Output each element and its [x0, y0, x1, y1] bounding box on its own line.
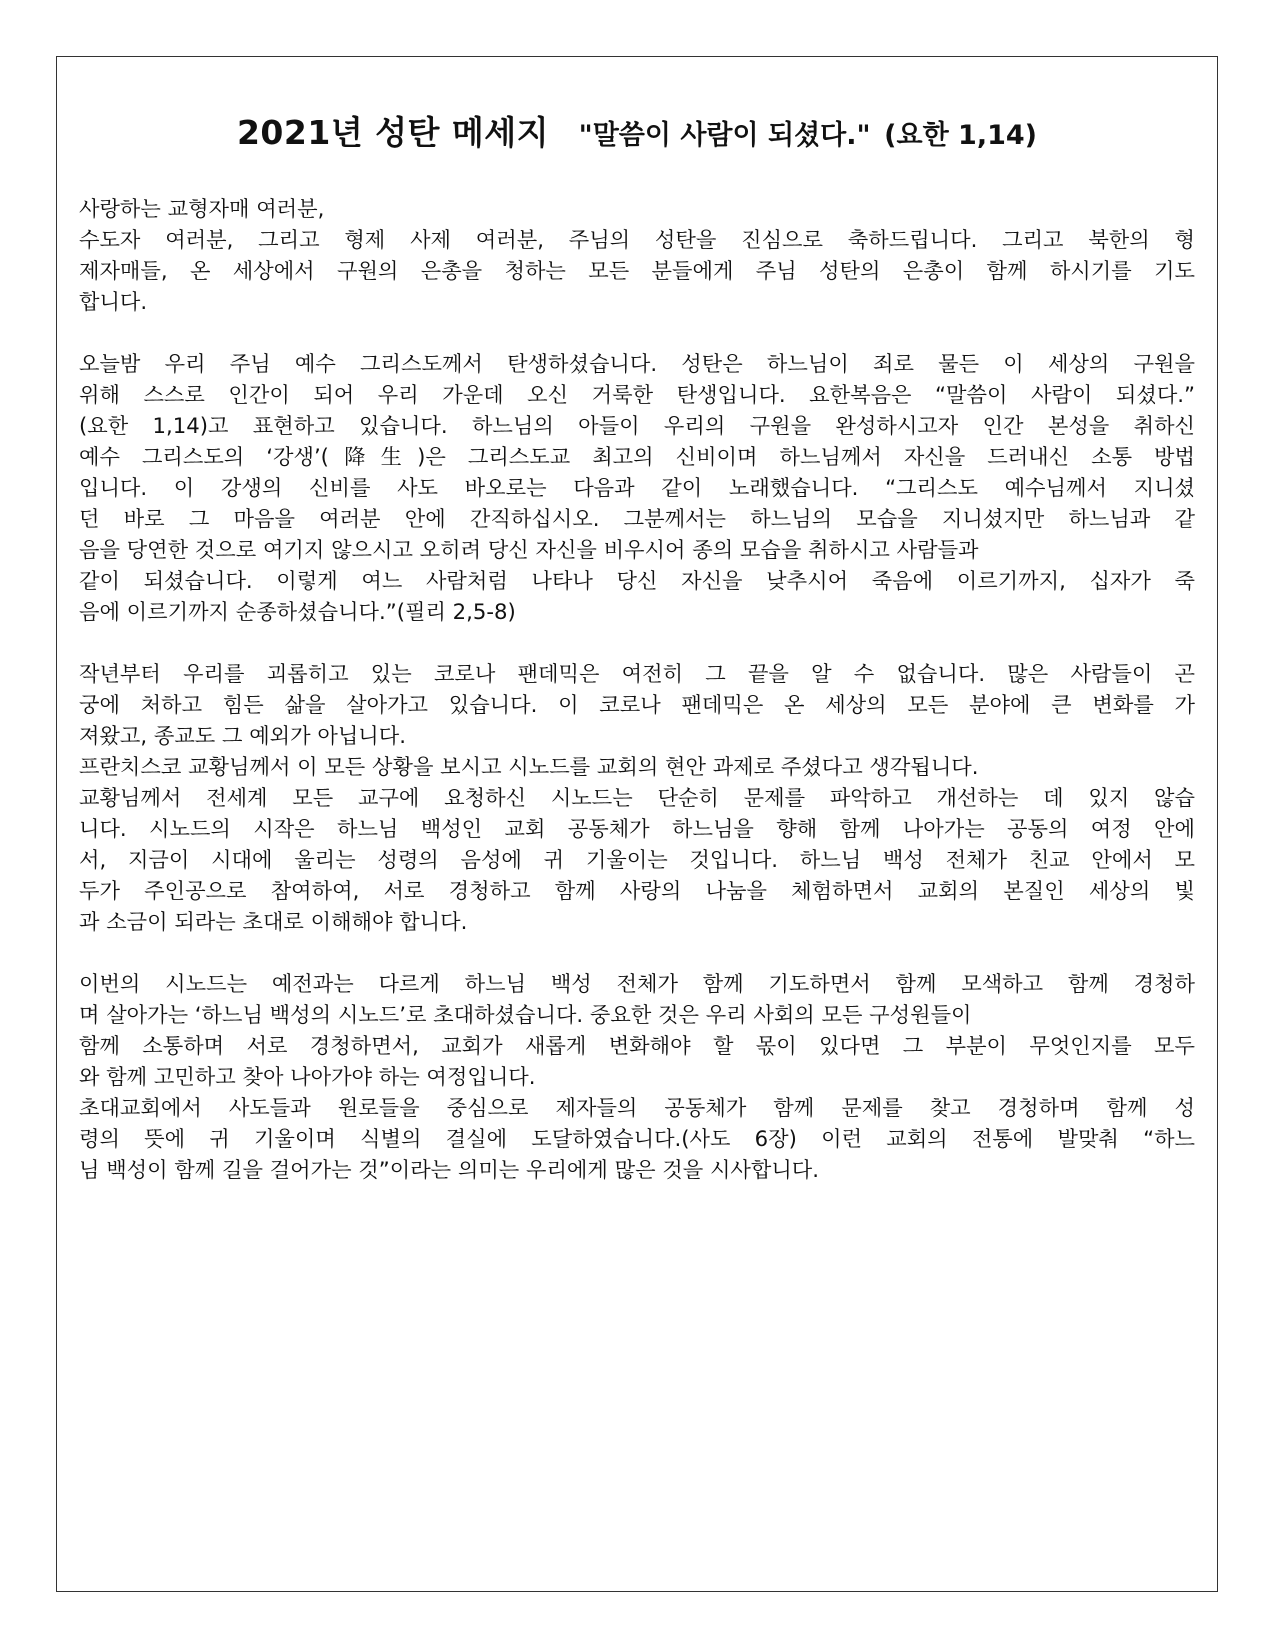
- text-line: 와 함께 고민하고 찾아 나아가야 하는 여정입니다.: [79, 1064, 536, 1089]
- text-line: 서, 지금이 시대에 울리는 성령의 음성에 귀 기울이는 것입니다. 하느님 백성 전체가 친교 안에서 모: [79, 847, 1195, 872]
- text-line: 오늘밤 우리 주님 예수 그리스도께서 탄생하셨습니다. 성탄은 하느님이 죄로 물든 이 세상의 구원을: [79, 351, 1195, 376]
- text-line: 져왔고, 종교도 그 예외가 아닙니다.: [79, 723, 406, 748]
- text-line: 작년부터 우리를 괴롭히고 있는 코로나 팬데믹은 여전히 그 끝을 알 수 없습니다. 많은 사람들이 곤: [79, 661, 1195, 686]
- title-quote: "말씀이 사람이 되셨다.": [578, 120, 871, 151]
- title-reference: (요한 1,14): [884, 120, 1038, 151]
- text-line: 수도자 여러분, 그리고 형제 사제 여러분, 주님의 성탄을 진심으로 축하드립니다. 그리고 북한의 형: [79, 227, 1195, 252]
- paragraph: [79, 193, 1195, 317]
- text-line: 프란치스코 교황님께서 이 모든 상황을 보시고 시노드를 교회의 현안 과제로 주셨다고 생각됩니다.: [79, 754, 979, 779]
- paragraph: [79, 658, 1195, 937]
- text-line: 님 백성이 함께 길을 걸어가는 것”이라는 의미는 우리에게 많은 것을 시사합니다.: [79, 1157, 820, 1182]
- text-line: 과 소금이 되라는 초대로 이해해야 합니다.: [79, 909, 468, 934]
- text-line: 던 바로 그 마음을 여러분 안에 간직하십시오. 그분께서는 하느님의 모습을 지니셨지만 하느님과 같: [79, 506, 1195, 531]
- paragraph: [79, 968, 1195, 1185]
- text-line: 초대교회에서 사도들과 원로들을 중심으로 제자들의 공동체가 함께 문제를 찾고 경청하며 함께 성: [79, 1095, 1195, 1120]
- paragraph: [79, 348, 1195, 627]
- text-line: 두가 주인공으로 참여하여, 서로 경청하고 함께 사랑의 나눔을 체험하면서 교회의 본질인 세상의 빛: [79, 878, 1195, 903]
- title-main: 2021년 성탄 메세지: [236, 113, 550, 152]
- text-line: 합니다.: [79, 289, 148, 314]
- text-line: (요한 1,14)고 표현하고 있습니다. 하느님의 아들이 우리의 구원을 완성하시고자 인간 본성을 취하신: [79, 413, 1195, 438]
- text-line: 제자매들, 온 세상에서 구원의 은총을 청하는 모든 분들에게 주님 성탄의 은총이 함께 하시기를 기도: [79, 258, 1195, 283]
- text-line: 사랑하는 교형자매 여러분,: [79, 196, 325, 221]
- text-line: 입니다. 이 강생의 신비를 사도 바오로는 다음과 같이 노래했습니다. “그리스도 예수님께서 지니셨: [79, 475, 1195, 500]
- document-body: [79, 193, 1195, 1185]
- text-line: 궁에 처하고 힘든 삶을 살아가고 있습니다. 이 코로나 팬데믹은 온 세상의 모든 분야에 큰 변화를 가: [79, 692, 1195, 717]
- text-line: 음을 당연한 것으로 여기지 않으시고 오히려 당신 자신을 비우시어 종의 모습을 취하시고 사람들과: [79, 537, 979, 562]
- text-line: 예수 그리스도의 ‘강생’(降生)은 그리스도교 최고의 신비이며 하느님께서 자신을 드러내신 소통 방법: [79, 444, 1195, 469]
- text-line: 함께 소통하며 서로 경청하면서, 교회가 새롭게 변화해야 할 몫이 있다면 그 부분이 무엇인지를 모두: [79, 1033, 1195, 1058]
- document-title: [57, 113, 1217, 153]
- text-line: 음에 이르기까지 순종하셨습니다.”(필리 2,5-8): [79, 599, 516, 624]
- page-frame: [56, 56, 1218, 1592]
- text-line: 위해 스스로 인간이 되어 우리 가운데 오신 거룩한 탄생입니다. 요한복음은 “말씀이 사람이 되셨다.”: [79, 382, 1195, 407]
- text-line: 교황님께서 전세계 모든 교구에 요청하신 시노드는 단순히 문제를 파악하고 개선하는 데 있지 않습: [79, 785, 1195, 810]
- text-line: 니다. 시노드의 시작은 하느님 백성인 교회 공동체가 하느님을 향해 함께 나아가는 공동의 여정 안에: [79, 816, 1195, 841]
- text-line: 이번의 시노드는 예전과는 다르게 하느님 백성 전체가 함께 기도하면서 함께 모색하고 함께 경청하: [79, 971, 1195, 996]
- text-line: 령의 뜻에 귀 기울이며 식별의 결실에 도달하였습니다.(사도 6장) 이런 교회의 전통에 발맞춰 “하느: [79, 1126, 1195, 1151]
- text-line: 같이 되셨습니다. 이렇게 여느 사람처럼 나타나 당신 자신을 낮추시어 죽음에 이르기까지, 십자가 죽: [79, 568, 1195, 593]
- text-line: 며 살아가는 ‘하느님 백성의 시노드’로 초대하셨습니다. 중요한 것은 우리 사회의 모든 구성원들이: [79, 1002, 972, 1027]
